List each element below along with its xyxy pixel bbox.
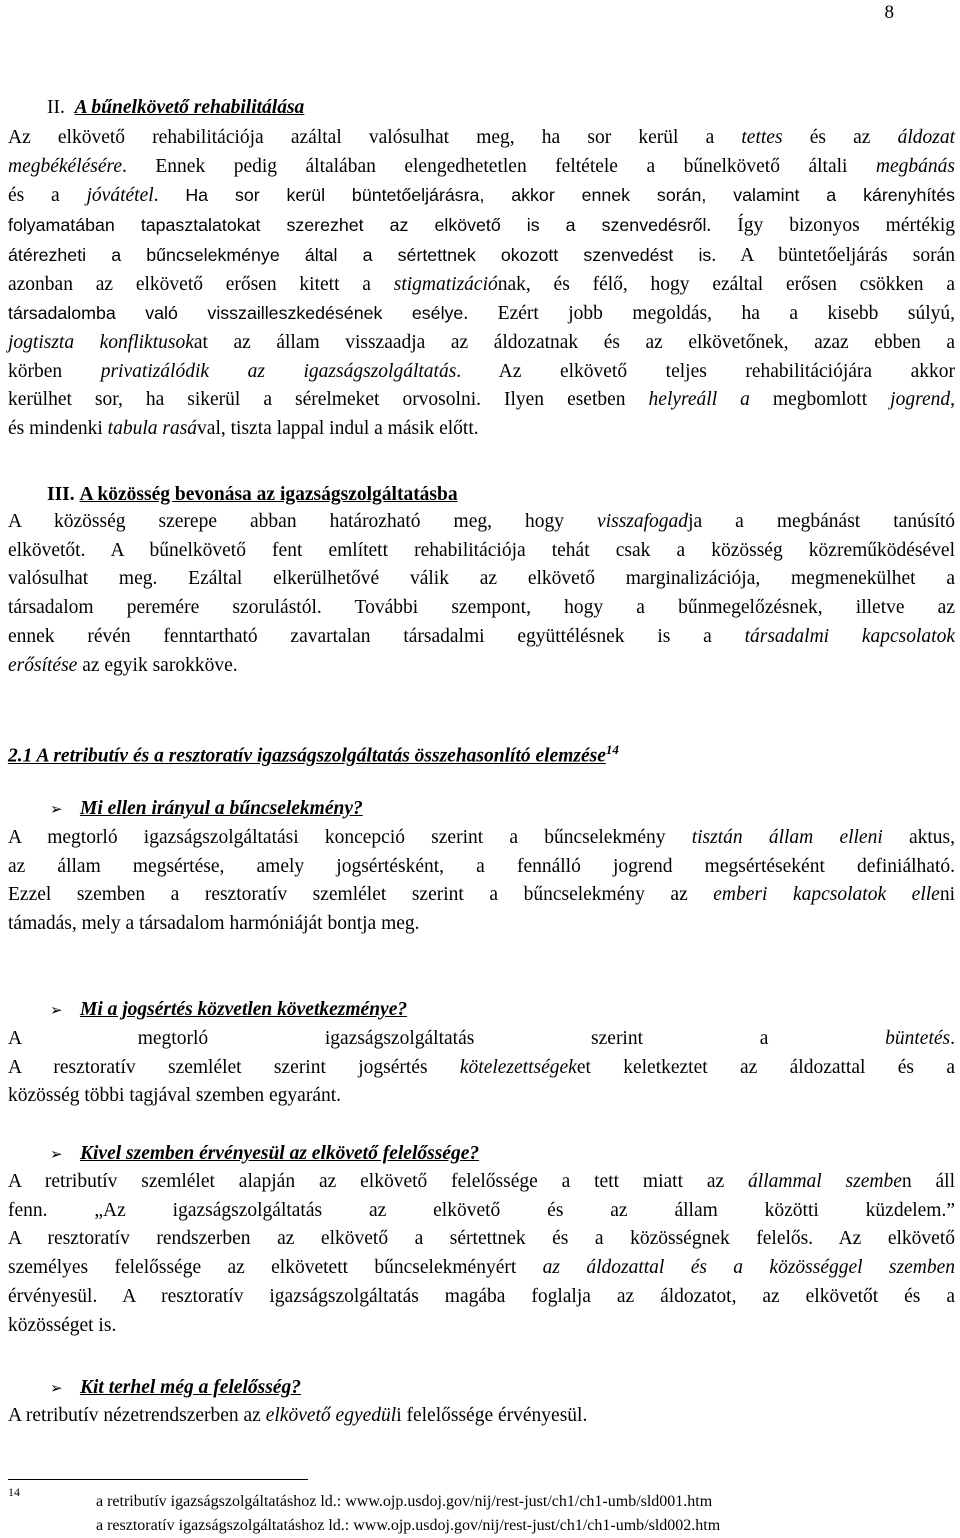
text-run: ennek révén fenntartható zavartalan társadalmi együttélésnek is a	[8, 625, 745, 647]
text-run: . Ennek pedig általában elengedhetetlen feltétele a bűnelkövető általi	[122, 155, 876, 177]
text-run: elkövetőt. A bűnelkövető fent említett rehabilitációja tehát csak a közösség közreműködésével	[8, 539, 955, 561]
italic-run: áldozat	[897, 127, 955, 148]
italic-run: jogrend	[890, 389, 951, 411]
text-run: . Így bizonyos mértékig	[706, 215, 955, 237]
text-run: val, tiszta lappal indul a másik előtt.	[197, 418, 479, 440]
text-line	[8, 652, 955, 681]
text-line	[8, 153, 955, 182]
section-iii-paragraph	[8, 508, 955, 680]
italic-run: privatizálódik az igazságszolgáltatás	[100, 360, 457, 382]
text-run: társadalom peremére szorulástól. További szempont, hogy a bűnmegelőzésnek, illetve az	[8, 597, 955, 619]
text-run: Ha sor kerül büntetőeljárásra, akkor ennek során, valamint a kárenyhítés	[185, 185, 955, 206]
text-line	[8, 1168, 955, 1197]
italic-run: az áldozattal és a közösséggel szemben	[542, 1257, 955, 1279]
text-line	[8, 299, 955, 329]
text-run: at az állam visszaadja az áldozatnak és az elkövetőnek, azaz ebben a	[193, 331, 955, 353]
text-line	[8, 910, 955, 939]
italic-run: visszafogad	[597, 511, 689, 532]
italic-run: tettes	[741, 127, 783, 148]
question-text: Mi ellen irányul a bűncselekmény?	[80, 798, 363, 819]
italic-run: tabula rasá	[107, 418, 198, 440]
arrow-bullet-icon: ➢	[50, 1001, 63, 1019]
text-run: A resztoratív rendszerben az elkövető a sértettnek és a közösségnek felelős. Az elkövető	[8, 1228, 955, 1250]
comparison-heading	[8, 736, 619, 771]
question-text: Kit terhel még a felelősség?	[80, 1377, 301, 1398]
italic-run: kötelezettségek	[459, 1056, 577, 1078]
answer-paragraph	[8, 1025, 955, 1111]
text-run: A retributív szemlélet alapján az elkövető felelőssége a tett miatt az	[8, 1171, 749, 1192]
text-line	[8, 1197, 955, 1226]
section-title: A közösség bevonása az igazságszolgáltatásba	[79, 484, 458, 505]
text-line	[8, 358, 955, 387]
text-run: nak, és félő, hogy ezáltal erősen csökken a	[497, 273, 955, 295]
footnote-ref: 14	[605, 742, 619, 757]
question-row	[50, 795, 363, 823]
section-number: II.	[47, 97, 65, 118]
text-line	[8, 881, 955, 910]
text-run: érvényesül. A resztoratív igazságszolgáltatás magába foglalja az áldozatot, az elkövetőt és a	[8, 1285, 955, 1307]
text-line	[8, 508, 955, 537]
text-line	[8, 1254, 955, 1283]
question-row	[50, 1140, 479, 1168]
text-run: folyamatában tapasztalatokat szerezhet az elkövető is a szenvedésről	[8, 215, 707, 236]
text-run: átérezheti a bűncselekménye által a sértettnek okozott szenvedést is	[8, 244, 712, 265]
page-number: 8	[884, 2, 894, 23]
comparison-title: 2.1 A retributív és a resztoratív igazságszolgáltatás összehasonlító elemzése	[8, 745, 606, 767]
text-line	[8, 415, 955, 444]
section-heading-iii	[47, 481, 458, 509]
text-run: . A büntetőeljárás során	[711, 244, 955, 266]
text-line	[8, 623, 955, 652]
text-run: et keletkeztet az áldozattal és a	[576, 1056, 955, 1078]
text-run: Az elkövető rehabilitációja azáltal valósulhat meg, ha sor kerül a	[8, 127, 742, 148]
text-line	[8, 1025, 955, 1054]
italic-run: megbánás	[875, 155, 955, 177]
text-line	[8, 271, 955, 300]
text-run: n áll	[901, 1171, 955, 1192]
text-run: i felelőssége érvényesül.	[396, 1405, 588, 1426]
text-run: . Ezért jobb megoldás, ha a kisebb súlyú,	[463, 303, 956, 325]
text-run: aktus,	[882, 827, 955, 848]
text-line	[8, 594, 955, 623]
arrow-bullet-icon: ➢	[50, 1145, 63, 1163]
text-run: A megtorló igazságszolgáltatás szerint a	[8, 1028, 886, 1049]
text-run: ,	[950, 389, 955, 411]
text-line	[8, 1225, 955, 1254]
italic-run: erősítése	[8, 654, 78, 676]
text-run: . Az elkövető teljes rehabilitációjára akkor	[456, 360, 956, 382]
answer-paragraph	[8, 824, 955, 939]
text-run: Ezzel szemben a resztoratív szemlélet szerint a bűncselekmény az	[8, 884, 714, 906]
italic-run: emberi kapcsolatok elle	[713, 884, 940, 906]
italic-run: elkövető egyedül	[265, 1405, 397, 1426]
text-line	[8, 386, 955, 415]
text-run: .	[950, 1028, 955, 1049]
text-line	[8, 1312, 955, 1341]
text-run: és mindenki	[8, 418, 108, 440]
italic-run: jóvátétel	[86, 185, 154, 207]
text-line	[8, 537, 955, 566]
text-run: megbomlott	[749, 389, 891, 411]
italic-run: büntetés	[885, 1028, 951, 1049]
text-run: körben	[8, 360, 101, 382]
italic-run: helyreáll a	[648, 389, 750, 411]
text-run: és a	[8, 185, 87, 207]
text-run: A resztoratív szemlélet szerint jogsértés	[8, 1056, 460, 1078]
text-run: valósulhat meg. Ezáltal elkerülhetővé válik az elkövető marginalizációja, megmenekülhet a	[8, 568, 955, 590]
text-run: közösséget is.	[8, 1314, 117, 1336]
text-run: A közösség szerepe abban határozható meg, hogy	[8, 511, 598, 532]
text-run: kerülhet sor, ha sikerül a sérelmeket orvosolni. Ilyen esetben	[8, 389, 649, 411]
text-line	[8, 241, 955, 271]
text-run: közösség többi tagjával szemben egyaránt.	[8, 1085, 342, 1107]
italic-run: jogtiszta konfliktusok	[8, 331, 194, 353]
question-text: Kivel szemben érvényesül az elkövető felelőssége?	[80, 1143, 480, 1164]
italic-run: stigmatizáció	[393, 273, 498, 295]
footnote-number: 14	[8, 1485, 20, 1499]
text-line	[8, 1402, 955, 1431]
footnote-rule	[8, 1479, 308, 1480]
text-run: azonban az elkövető erősen kitett a	[8, 273, 394, 295]
text-run: az állam megsértése, amely jogsértésként, a fennálló jogrend megsértéseként definiálható.	[8, 855, 955, 877]
text-run: személyes felelőssége az elkövetett bűncselekményért	[8, 1257, 543, 1279]
text-run: A retributív nézetrendszerben az	[8, 1405, 266, 1426]
italic-run: megbékélésére	[8, 155, 123, 177]
text-line	[8, 211, 955, 241]
text-line	[8, 1054, 955, 1083]
text-run: .	[153, 185, 186, 207]
text-line	[8, 124, 955, 153]
arrow-bullet-icon: ➢	[50, 1379, 63, 1397]
text-run: fenn. „Az igazságszolgáltatás az elkövető és az állam közötti küzdelem.”	[8, 1199, 955, 1221]
footnote-line: a retributív igazságszolgáltatáshoz ld.: www.ojp.usdoj.gov/nij/rest-just/ch1/ch1-umb/sld001.htm	[96, 1493, 713, 1510]
text-line	[8, 1283, 955, 1312]
text-line	[8, 824, 955, 853]
answer-paragraph	[8, 1168, 955, 1340]
text-line	[8, 565, 955, 594]
footnote-line: a resztoratív igazságszolgáltatáshoz ld.: www.ojp.usdoj.gov/nij/rest-just/ch1/ch1-umb/sld002.htm	[96, 1517, 721, 1534]
text-line	[8, 853, 955, 882]
text-run: A megtorló igazságszolgáltatási koncepció szerint a bűncselekmény	[8, 827, 692, 848]
section-heading-ii	[47, 94, 304, 122]
text-run: és az	[782, 127, 898, 148]
italic-run: társadalmi kapcsolatok	[744, 625, 956, 647]
question-text: Mi a jogsértés közvetlen következménye?	[80, 999, 408, 1020]
text-run: ni	[939, 884, 955, 906]
text-line	[8, 1082, 955, 1111]
text-run: támadás, mely a társadalom harmóniáját bontja meg.	[8, 913, 420, 935]
italic-run: állammal szembe	[748, 1171, 902, 1192]
arrow-bullet-icon: ➢	[50, 800, 63, 818]
question-row	[50, 996, 407, 1024]
text-line	[8, 329, 955, 358]
answer-paragraph	[8, 1402, 955, 1431]
text-run: ja a megbánást tanúsító	[688, 511, 955, 532]
text-line	[8, 181, 955, 211]
italic-run: tisztán állam elleni	[691, 827, 883, 848]
question-row	[50, 1374, 301, 1402]
section-number: III.	[47, 484, 75, 505]
text-run: társadalomba való visszailleszkedésének esélye	[8, 303, 464, 324]
section-title: A bűnelkövető rehabilitálása	[74, 97, 305, 118]
text-run: az egyik sarokköve.	[77, 654, 238, 676]
section-ii-paragraph	[8, 124, 955, 444]
